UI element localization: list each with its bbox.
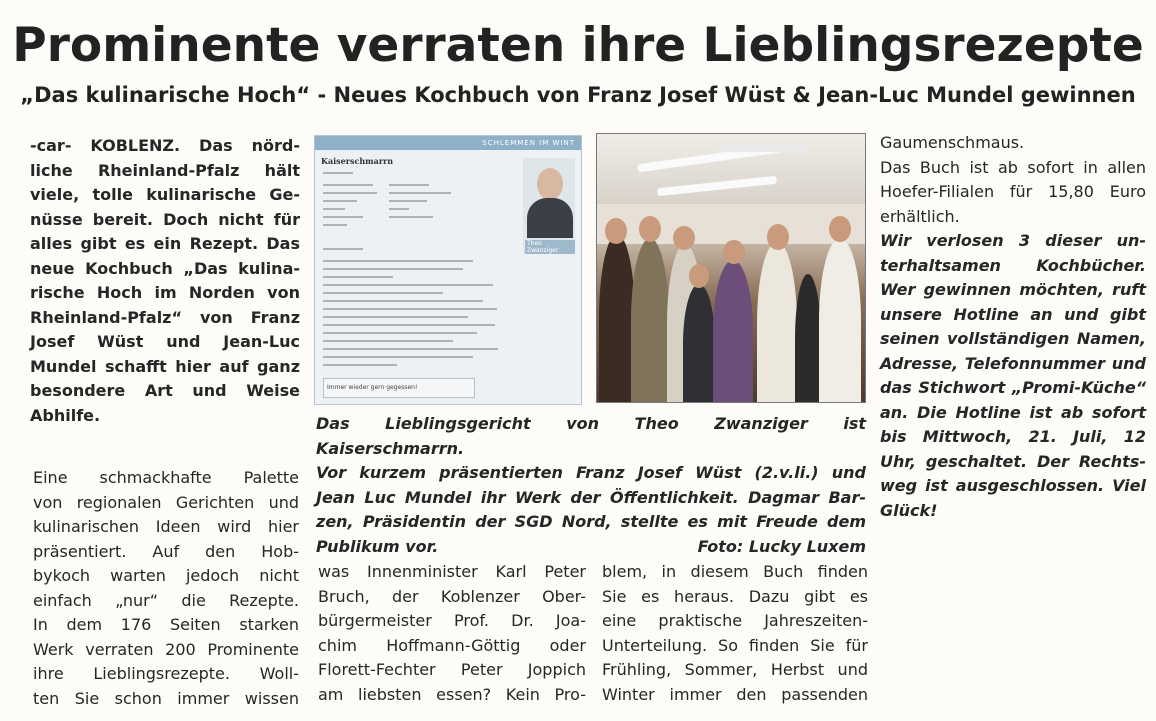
body-line: Eine schmackhafte Palette (33, 468, 299, 487)
body-line: bürgermeister Prof. Dr. Joa- (318, 611, 586, 630)
recipe-text-line (323, 208, 345, 210)
body-line: einfach „nur“ die Rezepte. (33, 590, 299, 610)
body-column-3 (602, 560, 868, 707)
recipe-text-line (323, 364, 397, 366)
recipe-text-line (323, 300, 483, 302)
portrait-first-name: Theo (527, 240, 542, 247)
body-line: von regionalen Gerichten und (33, 492, 299, 512)
body-line: präsentiert. Auf den Hob- (33, 541, 299, 561)
photo-caption (316, 412, 866, 559)
recipe-text-line (323, 340, 453, 342)
intro-line: -car- KOBLENZ. Das nörd- (30, 136, 300, 155)
raffle-paragraph (880, 229, 1146, 523)
body-line: Frühling, Sommer, Herbst und (602, 660, 868, 679)
body-line: ten Sie schon immer wissen (33, 688, 299, 708)
recipe-text-line (323, 184, 373, 186)
recipe-text-line (323, 348, 498, 350)
recipe-text-line (323, 216, 363, 218)
person-figure (795, 274, 821, 403)
recipe-text-line (323, 248, 363, 250)
person-head (829, 216, 851, 242)
raffle-line: terhaltsamen Kochbücher. (880, 255, 1146, 275)
recipe-text-line (389, 208, 409, 210)
body-line: Winter immer den passenden (602, 684, 868, 704)
recipe-text-line (389, 200, 427, 202)
intro-line: Josef Wüst und Jean-Luc (30, 332, 300, 351)
person-figure (713, 260, 753, 403)
intro-line: neue Kochbuch „Das kulina- (30, 258, 300, 278)
body-line: Hoefer-Filialen für 15,80 Euro (880, 182, 1146, 201)
caption-end: Publikum vor. (316, 536, 439, 556)
raffle-line: Uhr, geschaltet. Der Rechts- (880, 451, 1146, 471)
body-line: kulinarischen Ideen wird hier (33, 517, 299, 536)
recipe-text-line (323, 200, 357, 202)
recipe-text-line (323, 356, 473, 358)
event-photo (596, 133, 866, 403)
intro-line: Mundel schafft hier auf ganz (30, 356, 300, 376)
recipe-note: Immer wieder gern gegessen! (327, 384, 418, 391)
person-figure (757, 242, 797, 403)
raffle-line: an. Die Hotline ist ab sofort (880, 402, 1146, 422)
photo-wall (597, 204, 865, 244)
photo-credit: Foto: Lucky Luxem (697, 536, 866, 556)
raffle-line: unsere Hotline an und gibt (880, 304, 1146, 324)
recipe-text-line (323, 292, 443, 294)
body-line: bykoch warten jedoch nicht (33, 566, 299, 585)
person-head (673, 226, 695, 250)
recipe-text-line (323, 268, 463, 270)
recipe-text-line (389, 184, 429, 186)
body-line: eine praktische Jahreszeiten- (602, 611, 868, 630)
body-line: Unterteilung. So finden Sie für (602, 635, 868, 655)
recipe-text-line (389, 192, 451, 194)
recipe-text-line (323, 332, 477, 334)
body-line: In dem 176 Seiten starken (33, 615, 299, 634)
person-figure (819, 238, 861, 403)
body-line: Sie es heraus. Dazu gibt es (602, 586, 868, 606)
person-head (723, 240, 745, 264)
person-figure (599, 234, 635, 403)
raffle-line: Glück! (880, 500, 938, 520)
portrait-last-name: Zwanziger (527, 247, 559, 254)
person-head (689, 264, 709, 288)
body-line: chim Hoffmann-Göttig oder (318, 635, 586, 655)
recipe-text-line (323, 172, 353, 174)
headline: Prominente verraten ihre Lieblingsrezepte (12, 18, 1144, 73)
subheadline: „Das kulinarische Hoch“ - Neues Kochbuch von Franz Josef Wüst & Jean-Luc Mundel gewinnen (20, 83, 1136, 107)
recipe-banner: SCHLEMMEN IM WINT (315, 136, 581, 150)
intro-line: Abhilfe. (30, 405, 101, 425)
intro-line: besondere Art und Weise (30, 381, 300, 400)
portrait-body (527, 198, 573, 238)
recipe-text-line (323, 224, 347, 226)
caption-line: Das Lieblingsgericht von Theo Zwanziger ist Kaiserschmarrn. (316, 414, 866, 458)
recipe-text-line (323, 324, 495, 326)
person-head (639, 216, 661, 242)
intro-line: liche Rheinland-Pfalz hält (30, 160, 300, 180)
caption-line: Vor kurzem präsentierten Franz Josef Wüst (2.v.li.) und (316, 463, 866, 482)
recipe-text-line (323, 192, 377, 194)
body-line: blem, in diesem Buch finden (602, 562, 868, 581)
recipe-card-image (314, 135, 582, 405)
intro-paragraph (30, 134, 300, 428)
raffle-line: Adresse, Telefonnummer und (880, 353, 1146, 373)
recipe-text-line (389, 216, 433, 218)
recipe-note-box (323, 378, 475, 398)
caption-line (316, 535, 866, 560)
recipe-text-line (323, 316, 468, 318)
raffle-line: weg ist ausgeschlossen. Viel (880, 476, 1146, 495)
person-head (767, 224, 789, 250)
body-line: Das Buch ist ab sofort in allen (880, 157, 1146, 177)
person-figure (683, 284, 715, 403)
body-column-4 (880, 131, 1146, 523)
person-head (605, 218, 627, 244)
raffle-line: bis Mittwoch, 21. Juli, 12 (880, 427, 1146, 446)
body-line: Bruch, der Koblenzer Ober- (318, 586, 586, 606)
caption-line: zen, Präsidentin der SGD Nord, stellte es mit Freude dem (316, 512, 866, 531)
portrait-caption (525, 240, 575, 254)
intro-line: viele, tolle kulinarische Ge- (30, 185, 300, 204)
body-line: was Innenminister Karl Peter (318, 562, 586, 581)
recipe-text-line (323, 308, 497, 310)
body-line: erhältlich. (880, 206, 960, 226)
intro-line: nüsse bereit. Doch nicht für (30, 209, 300, 229)
recipe-text-line (323, 260, 473, 262)
ceiling-light (717, 144, 807, 152)
raffle-line: seinen vollständigen Namen, (880, 329, 1146, 348)
body-line: Gaumenschmaus. (880, 133, 1025, 152)
raffle-line: Wir verlosen 3 dieser un- (880, 231, 1146, 250)
intro-line: alles gibt es ein Rezept. Das (30, 234, 300, 253)
recipe-text-line (323, 276, 393, 278)
portrait-head (537, 168, 563, 200)
recipe-text-line (323, 284, 493, 286)
intro-line: rische Hoch im Norden von (30, 283, 300, 302)
person-figure (631, 238, 669, 403)
body-line: ihre Lieblingsrezepte. Woll- (33, 664, 299, 683)
body-line: am liebsten essen? Kein Pro- (318, 684, 586, 704)
raffle-line: Wer gewinnen möchten, ruft (880, 280, 1146, 299)
caption-line: Jean Luc Mundel ihr Werk der Öffentlichkeit. Dagmar Bar- (316, 487, 866, 507)
body-column-1 (33, 466, 299, 711)
body-line: Florett-Fechter Peter Joppich (318, 660, 586, 679)
raffle-line: das Stichwort „Promi-Küche“ (880, 378, 1146, 397)
intro-line: Rheinland-Pfalz“ von Franz (30, 307, 300, 327)
body-column-2 (318, 560, 586, 707)
recipe-title: Kaiserschmarrn (321, 156, 394, 166)
body-line: Werk verraten 200 Prominente (33, 639, 299, 659)
